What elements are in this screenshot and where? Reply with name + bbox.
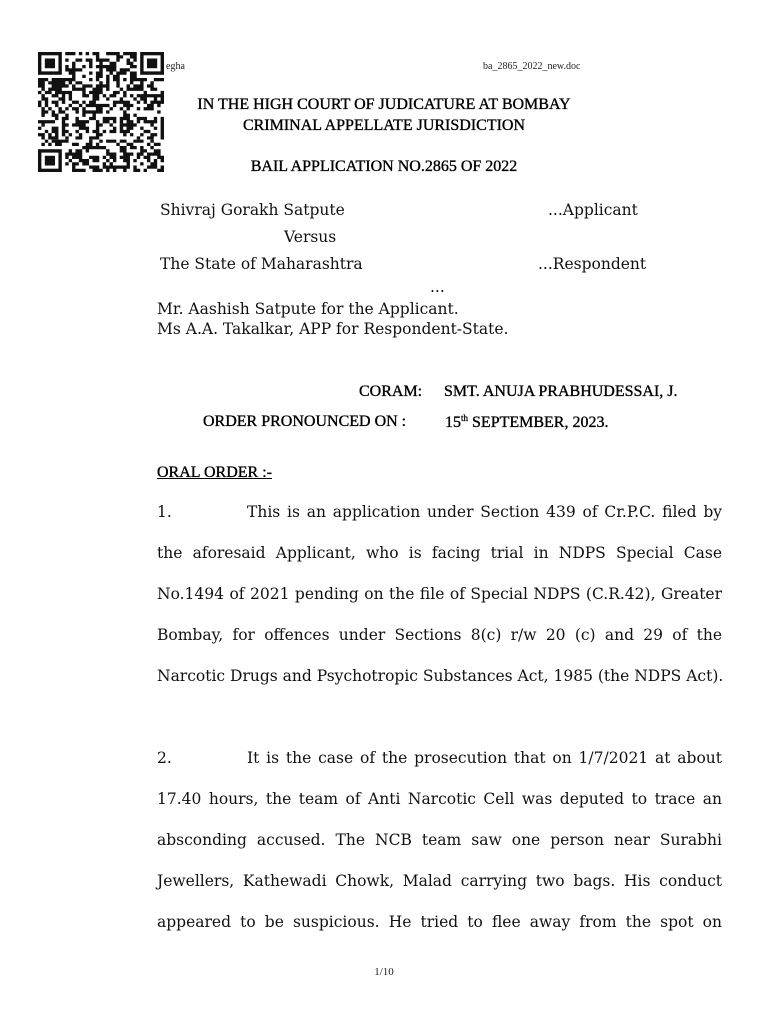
respondent-name: The State of Maharashtra [160,255,363,273]
oral-order-heading: ORAL ORDER :- [157,464,272,481]
header-left-text: egha [166,61,185,72]
page-number: 1/10 [374,966,394,978]
pronounced-suffix: th [461,413,469,423]
respondent-role: ...Respondent [538,255,647,273]
respondent-counsel: Ms A.A. Takalkar, APP for Respondent-State. [157,320,509,338]
paragraph-line: Narcotic Drugs and Psychotropic Substances Act, 1985 (the NDPS Act). [157,667,724,685]
paragraph-line: appeared to be suspicious. He tried to flee away from the spot on [157,913,722,931]
paragraph-line: Jewellers, Kathewadi Chowk, Malad carrying two bags. His conduct [157,872,722,890]
applicant-role: ...Applicant [548,201,638,219]
paragraph-line: 2. It is the case of the prosecution that on 1/7/2021 at about [157,738,722,779]
pronounced-date [445,413,608,432]
pronounced-label: ORDER PRONOUNCED ON : [203,413,407,430]
coram-judge: SMT. ANUJA PRABHUDESSAI, J. [444,383,678,400]
paragraph-2 [157,738,722,943]
paragraph-line: 17.40 hours, the team of Anti Narcotic Cell was deputed to trace an [157,790,722,808]
paragraph-number: 2. [157,749,172,767]
paragraph-line: absconding accused. The NCB team saw one person near Surabhi [157,831,722,849]
applicant-counsel: Mr. Aashish Satpute for the Applicant. [157,300,459,318]
paragraph-line: the aforesaid Applicant, who is facing trial in NDPS Special Case [157,544,722,562]
coram-label: CORAM: [359,383,423,400]
paragraph-line: No.1494 of 2021 pending on the file of Special NDPS (C.R.42), Greater [157,585,722,603]
document-filename: ba_2865_2022_new.doc [483,61,581,72]
paragraph-1 [157,492,722,697]
application-title: BAIL APPLICATION NO.2865 OF 2022 [250,158,518,175]
pronounced-month-year: SEPTEMBER, 2023. [468,414,609,431]
separator: ... [430,278,445,296]
versus-label: Versus [284,228,337,246]
paragraph-line: Bombay, for offences under Sections 8(c) r/w 20 (c) and 29 of the [157,626,722,644]
pronounced-day: 15 [445,414,461,431]
paragraph-number: 1. [157,503,172,521]
paragraph-line: 1. This is an application under Section 439 of Cr.P.C. filed by [157,492,722,533]
jurisdiction-title: CRIMINAL APPELLATE JURISDICTION [242,117,526,134]
court-title: IN THE HIGH COURT OF JUDICATURE AT BOMBAY [197,96,571,113]
applicant-name: Shivraj Gorakh Satpute [160,201,345,219]
